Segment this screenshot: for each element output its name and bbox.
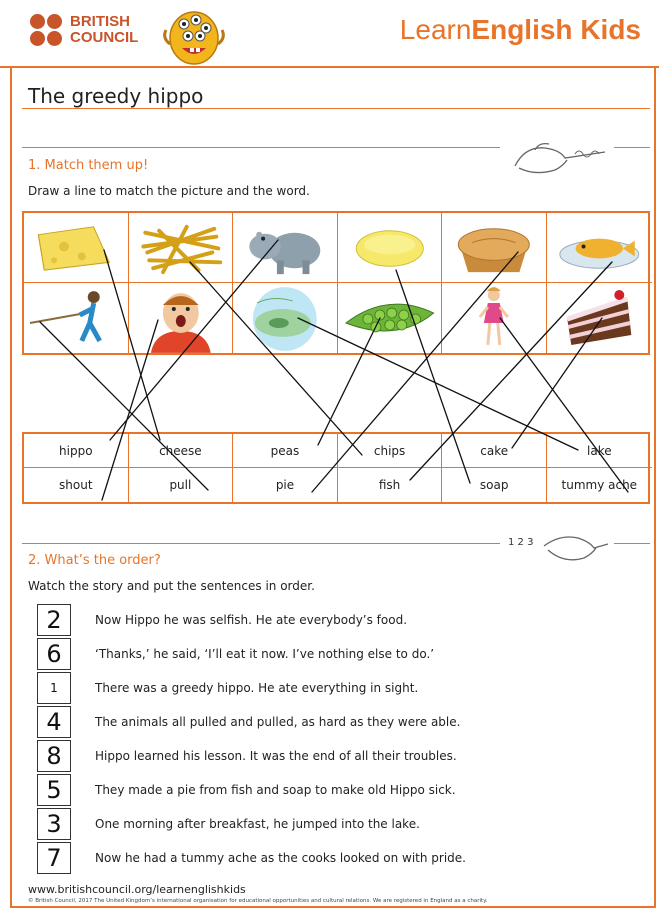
hippo-picture[interactable] (233, 213, 338, 283)
word-cell[interactable]: pull (129, 468, 234, 502)
order-number: 6 (46, 640, 62, 668)
word-cell[interactable]: shout (24, 468, 129, 502)
word-cell[interactable]: soap (442, 468, 547, 502)
page-title: The greedy hippo (28, 84, 204, 108)
learnenglish-kids-logo: LearnEnglish Kids (399, 14, 641, 45)
word-grid (22, 432, 650, 504)
order-box[interactable] (37, 842, 71, 874)
word-cell[interactable]: hippo (24, 434, 129, 468)
order-box[interactable] (37, 740, 71, 772)
chips-picture[interactable] (129, 213, 234, 283)
section2-divider (22, 543, 500, 544)
section2-heading: 2. What’s the order? (28, 553, 161, 568)
word-cell[interactable]: lake (547, 434, 652, 468)
order-box[interactable] (37, 672, 71, 704)
cheese-picture[interactable] (24, 213, 129, 283)
order-number: 1 (50, 681, 58, 695)
lake-picture[interactable] (233, 283, 338, 353)
logo-dots-icon (30, 14, 64, 48)
british-council-logo (30, 14, 150, 50)
writing-hand-icon (540, 530, 610, 570)
footer-copyright: © British Council, 2017 The United Kingdom’s international organisation for educational opportunities and cultural relations. We are registered in England as a charity. (28, 898, 488, 904)
order-number: 2 (46, 606, 62, 634)
story-sentence: One morning after breakfast, he jumped into the lake. (95, 817, 420, 831)
section1-heading: 1. Match them up! (28, 158, 149, 173)
order-number: 5 (46, 776, 62, 804)
section2-instruction: Watch the story and put the sentences in order. (28, 579, 315, 593)
story-sentence: The animals all pulled and pulled, as hard as they were able. (95, 715, 461, 729)
order-number: 3 (46, 810, 62, 838)
word-cell[interactable]: cake (442, 434, 547, 468)
shout-picture[interactable] (129, 283, 234, 353)
pie-picture[interactable] (442, 213, 547, 283)
order-box[interactable] (37, 638, 71, 670)
title-divider (22, 108, 650, 109)
story-sentence: Now Hippo he was selfish. He ate everybody’s food. (95, 613, 408, 627)
fish-picture[interactable] (547, 213, 652, 283)
order-box[interactable] (37, 706, 71, 738)
section2-divider-end (614, 543, 650, 544)
pull-picture[interactable] (24, 283, 129, 353)
word-cell[interactable]: pie (233, 468, 338, 502)
order-hint: 1 2 3 (508, 537, 534, 548)
order-box[interactable] (37, 774, 71, 806)
header (0, 0, 659, 68)
order-number: 8 (46, 742, 62, 770)
peas-picture[interactable] (338, 283, 443, 353)
picture-grid (22, 211, 650, 355)
word-cell[interactable]: tummy ache (561, 478, 638, 492)
story-sentence: Hippo learned his lesson. It was the end of all their troubles. (95, 749, 457, 763)
word-cell[interactable]: fish (338, 468, 443, 502)
order-number: 7 (46, 844, 62, 872)
cake-picture[interactable] (547, 283, 652, 353)
section1-divider (22, 147, 500, 148)
story-sentence: There was a greedy hippo. He ate everything in sight. (95, 681, 419, 695)
order-box[interactable] (37, 604, 71, 636)
story-sentence: They made a pie from fish and soap to make old Hippo sick. (95, 783, 456, 797)
story-sentence: ‘Thanks,’ he said, ‘I’ll eat it now. I’ve nothing else to do.’ (95, 647, 435, 661)
monster-mascot-icon (158, 4, 230, 66)
order-box[interactable] (37, 808, 71, 840)
section1-instruction: Draw a line to match the picture and the word. (28, 184, 310, 198)
word-cell[interactable]: cheese (129, 434, 234, 468)
org-name: BRITISH COUNCIL (70, 13, 139, 46)
order-number: 4 (46, 708, 62, 736)
writing-hand-icon (505, 136, 609, 182)
soap-picture[interactable] (338, 213, 443, 283)
story-sentence: Now he had a tummy ache as the cooks looked on with pride. (95, 851, 466, 865)
girl-picture[interactable] (442, 283, 547, 353)
footer-url[interactable]: www.britishcouncil.org/learnenglishkids (28, 883, 246, 896)
section1-divider-end (614, 147, 650, 148)
word-cell[interactable]: chips (338, 434, 443, 468)
word-cell[interactable]: peas (233, 434, 338, 468)
